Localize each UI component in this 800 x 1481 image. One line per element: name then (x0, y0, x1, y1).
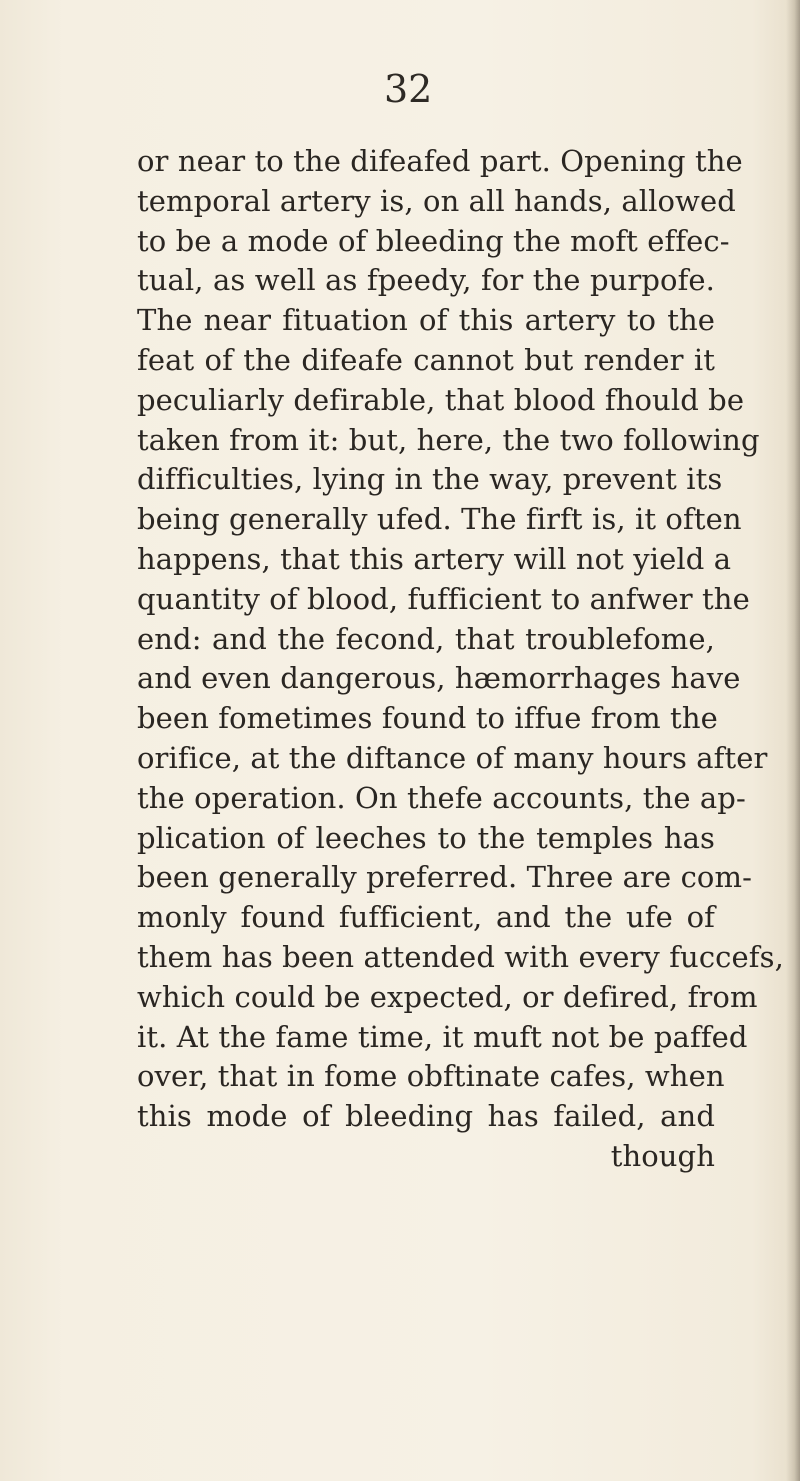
text-line: or near to the difeafed part. Opening the (137, 144, 743, 178)
text-line: peculiarly defirable, that blood fhould be (137, 382, 745, 417)
text-line: taken from it: but, here, the two following (137, 422, 760, 457)
text-line: being generally ufed. The firft is, it often (137, 502, 742, 537)
text-line: been fometimes found to iffue from the (137, 701, 718, 736)
text-line: end: and the fecond, that troublefome, (137, 621, 715, 656)
text-line: temporal artery is, on all hands, allowed (137, 183, 736, 218)
text-line: it. At the fame time, it muft not be paffed (137, 1019, 748, 1054)
text-line: this mode of bleeding has failed, and (137, 1099, 715, 1134)
text-line: been generally preferred. Three are com- (137, 860, 752, 895)
text-line: them has been attended with every fuccefs, (137, 939, 784, 974)
body-text (137, 142, 784, 1177)
text-line: feat of the difeafe cannot but render it (137, 342, 715, 377)
text-line: monly found fufficient, and the ufe of (137, 900, 715, 935)
catchword: though (610, 1138, 715, 1173)
text-line: plication of leeches to the temples has (137, 820, 715, 855)
text-line: which could be expected, or defired, from (137, 979, 758, 1014)
text-line: difficulties, lying in the way, prevent its (137, 462, 723, 497)
text-line: The near fituation of this artery to the (137, 303, 715, 338)
text-line: the operation. On thefe accounts, the ap- (137, 780, 746, 815)
text-line: to be a mode of bleeding the moft effec- (137, 223, 730, 258)
text-line: orifice, at the diftance of many hours after (137, 740, 768, 775)
text-line: quantity of blood, fufficient to anfwer the (137, 581, 750, 616)
page-number: 32 (384, 67, 433, 111)
text-line: happens, that this artery will not yield a (137, 541, 732, 576)
page-edge-shadow (786, 0, 800, 1481)
text-line: tual, as well as fpeedy, for the purpofe. (137, 263, 715, 298)
text-line: over, that in fome obftinate cafes, when (137, 1059, 725, 1094)
text-line: and even dangerous, hæmorrhages have (137, 661, 741, 696)
